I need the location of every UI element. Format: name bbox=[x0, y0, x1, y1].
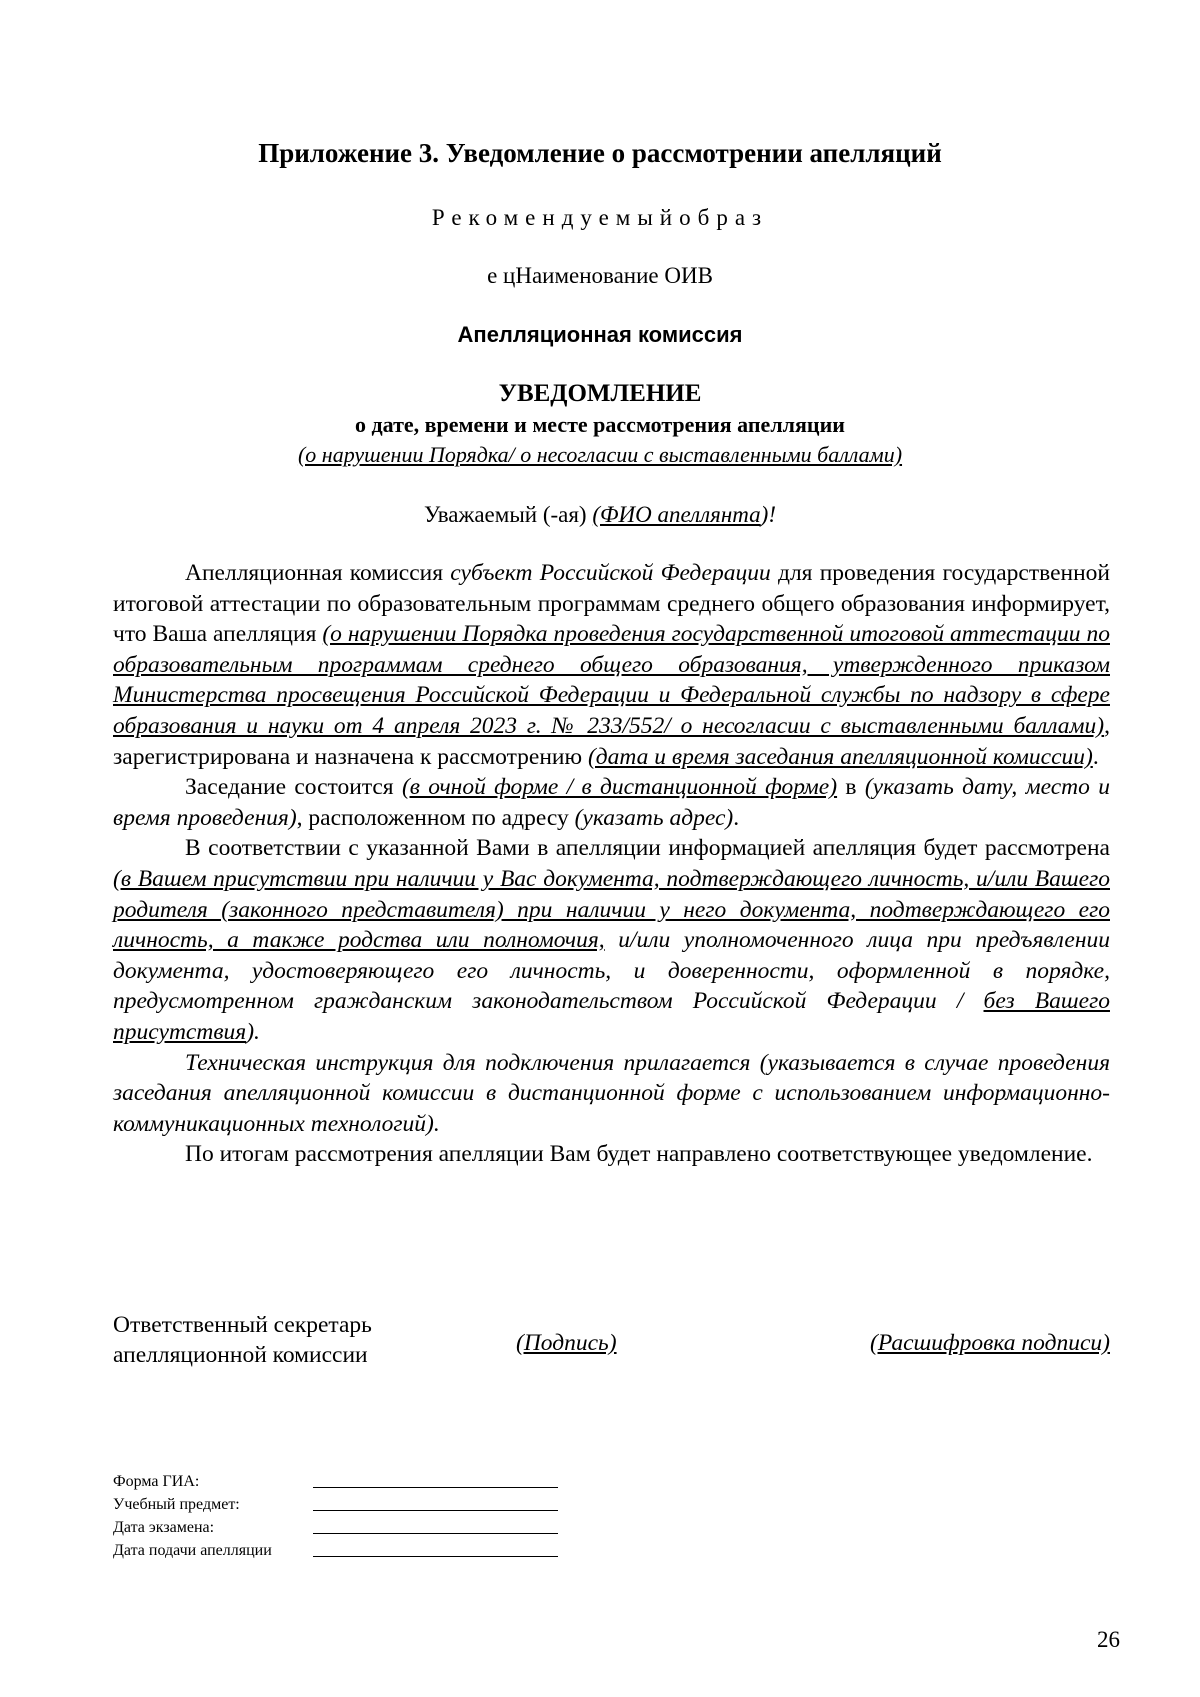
signatory-role-line2: апелляционной комиссии bbox=[113, 1342, 368, 1368]
text-run: Заседание состоится bbox=[185, 774, 402, 801]
signatory-role-line1: Ответственный секретарь bbox=[113, 1312, 372, 1338]
notice-title: УВЕДОМЛЕНИЕ bbox=[498, 380, 702, 407]
text-run: В соответствии с указанной Вами в апелляции информацией апелляция будет рассмотрена bbox=[185, 835, 1110, 862]
text-run: . bbox=[1092, 743, 1099, 770]
form-label: Дата подачи апелляции bbox=[113, 1542, 272, 1559]
text-run: ). bbox=[246, 1018, 260, 1045]
form-blank-line bbox=[313, 1556, 558, 1557]
oiv-name: е цНаименование ОИВ bbox=[487, 263, 713, 288]
greeting bbox=[0, 502, 1200, 528]
signature-decode-field: (Расшифровка подписи) bbox=[870, 1330, 1110, 1356]
signature-block bbox=[113, 1310, 1110, 1380]
form-label: Дата экзамена: bbox=[113, 1519, 215, 1536]
text-run: субъект Российской Федерации bbox=[450, 560, 771, 586]
text-run: Техническая инструкция для подключения прилагается (указывается в случае проведения заседания апелляционной комиссии в дистанционной форме с использованием информационно-коммуникационных технологий). bbox=[113, 1049, 1110, 1137]
form-label: Учебный предмет: bbox=[113, 1496, 240, 1513]
text-run: Апелляционная комиссия bbox=[185, 560, 451, 586]
notice-variant: (о нарушении Порядка/ о несогласии с выставленными баллами) bbox=[297, 442, 903, 467]
notice-subtitle: о дате, времени и месте рассмотрения апелляции bbox=[355, 412, 845, 437]
form-row bbox=[113, 1470, 573, 1493]
page-number: 26 bbox=[1097, 1627, 1120, 1652]
signatory-role bbox=[113, 1310, 443, 1370]
text-run: (указать дату, место и время проведения) bbox=[113, 774, 1110, 831]
notice-body bbox=[113, 558, 1110, 1170]
form-label: Форма ГИА: bbox=[113, 1473, 200, 1490]
text-run: и/или уполномоченного лица при предъявлении документа, удостоверяющего его личность, и доверенности, оформленной в порядке, предусмотренном гражданским законодательством Российской Федерации / bbox=[113, 927, 1110, 1015]
text-run: (в Вашем присутствии при наличии у Вас документа, подтверждающего личность, и/или Вашего родителя (законного представителя) при наличии у него документа, подтверждающего его личность, а также родства или полномочия, bbox=[113, 865, 1110, 954]
form-blank-line bbox=[313, 1510, 558, 1511]
paragraph-5 bbox=[113, 1139, 1110, 1170]
text-run: в bbox=[837, 774, 865, 801]
text-run: (дата и время заседания апелляционной комиссии) bbox=[587, 743, 1093, 770]
text-run: По итогам рассмотрения апелляции Вам будет направлено соответствующее уведомление. bbox=[185, 1141, 1093, 1168]
text-run: , зарегистрирована и назначена к рассмотрению bbox=[113, 712, 1110, 770]
form-row bbox=[113, 1516, 573, 1539]
greeting-suffix: )! bbox=[760, 502, 776, 527]
text-run: . bbox=[733, 804, 740, 831]
paragraph-4 bbox=[113, 1048, 1110, 1140]
text-run: для проведения государственной итоговой аттестации по образовательным программам среднего общего образования информирует, что Ваша апелляция bbox=[113, 560, 1110, 648]
paragraph-3 bbox=[113, 833, 1110, 1047]
form-row bbox=[113, 1493, 573, 1516]
appendix-title: Приложение 3. Уведомление о рассмотрении апелляций bbox=[258, 138, 942, 168]
recommended-sample-label: Рекомендуемыйобраз bbox=[431, 205, 769, 230]
text-run: (о нарушении Порядка проведения государственной итоговой аттестации по образовательным программам среднего общего образования, утвержденного приказом Министерства просвещения Российской Федерации и Федеральной службы по надзору в сфере образования и науки от 4 апреля 2023 г. № 233/552/ о несогласии с выставленными баллами) bbox=[113, 621, 1110, 739]
paragraph-1 bbox=[113, 558, 1110, 772]
greeting-prefix: Уважаемый (-ая) bbox=[424, 502, 593, 527]
greeting-name: (ФИО апеллянта bbox=[592, 502, 761, 527]
signature-field: (Подпись) bbox=[516, 1330, 617, 1356]
form-row bbox=[113, 1539, 573, 1562]
text-run: без Вашего присутствия bbox=[113, 988, 1110, 1045]
commission-name: Апелляционная комиссия bbox=[457, 322, 743, 347]
form-blank-line bbox=[313, 1533, 558, 1534]
text-run: (указать адрес) bbox=[574, 804, 734, 831]
text-run: , расположенном по адресу bbox=[296, 804, 575, 831]
paragraph-2 bbox=[113, 772, 1110, 833]
exam-form-fields bbox=[113, 1470, 573, 1562]
form-blank-line bbox=[313, 1487, 558, 1488]
text-run: (в очной форме / в дистанционной форме) bbox=[401, 774, 838, 801]
